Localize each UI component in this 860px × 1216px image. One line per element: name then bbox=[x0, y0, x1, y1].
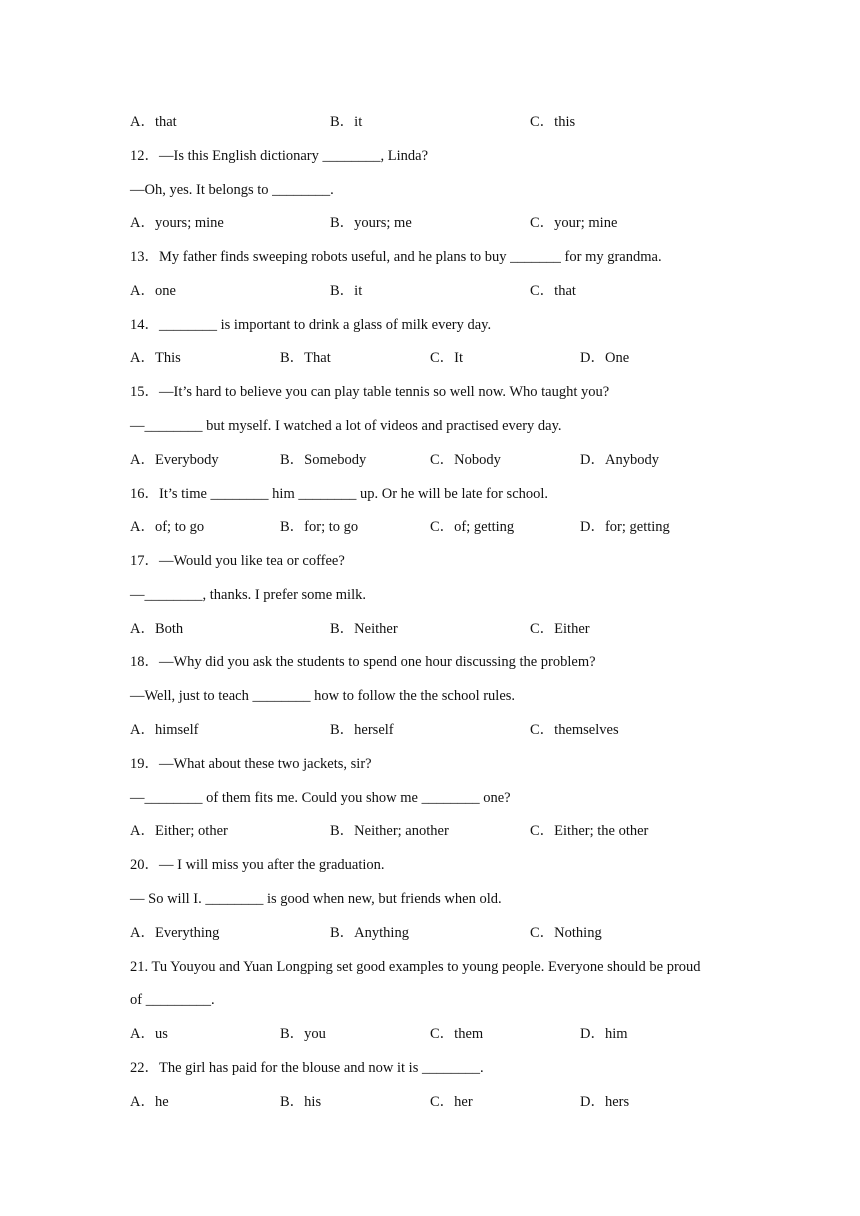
q11-option-a: A．that bbox=[130, 114, 177, 130]
q17-stem: 17．—Would you like tea or coffee? bbox=[130, 553, 345, 569]
q18-option-b: B．herself bbox=[330, 722, 394, 738]
q17-option-a: A．Both bbox=[130, 621, 184, 637]
q12-option-c: C．your; mine bbox=[530, 215, 618, 231]
q15-option-b: B．Somebody bbox=[280, 452, 367, 468]
q13-option-b: B．it bbox=[330, 283, 363, 299]
q16-option-a: A．of; to go bbox=[130, 519, 205, 535]
q20-response: — So will I. ________ is good when new, but friends when old. bbox=[130, 891, 502, 907]
q18-option-c: C．themselves bbox=[530, 722, 619, 738]
q13-option-c: C．that bbox=[530, 283, 576, 299]
q15-stem: 15．—It’s hard to believe you can play table tennis so well now. Who taught you? bbox=[130, 384, 610, 400]
q13-stem: 13．My father finds sweeping robots useful, and he plans to buy _______ for my grandma. bbox=[130, 249, 662, 265]
q14-stem: 14．________ is important to drink a glass of milk every day. bbox=[130, 317, 492, 333]
q17-option-b: B．Neither bbox=[330, 621, 398, 637]
q15-option-c: C．Nobody bbox=[430, 452, 501, 468]
q21-option-a: A．us bbox=[130, 1026, 168, 1042]
q12-option-b: B．yours; me bbox=[330, 215, 412, 231]
q14-option-c: C．It bbox=[430, 350, 464, 366]
q15-response: —________ but myself. I watched a lot of videos and practised every day. bbox=[130, 418, 562, 434]
q21-stem-continued: of _________. bbox=[130, 992, 215, 1008]
q11-option-b: B．it bbox=[330, 114, 363, 130]
q19-response: —________ of them fits me. Could you show me ________ one? bbox=[130, 790, 511, 806]
q19-option-c: C．Either; the other bbox=[530, 823, 649, 839]
q20-option-b: B．Anything bbox=[330, 925, 409, 941]
q20-option-c: C．Nothing bbox=[530, 925, 602, 941]
q17-response: —________, thanks. I prefer some milk. bbox=[130, 587, 366, 603]
q20-option-a: A．Everything bbox=[130, 925, 220, 941]
q16-option-d: D．for; getting bbox=[580, 519, 670, 535]
q19-stem: 19．—What about these two jackets, sir? bbox=[130, 756, 372, 772]
q21-stem: 21. Tu Youyou and Yuan Longping set good examples to young people. Everyone should be proud bbox=[130, 959, 701, 975]
q14-option-b: B．That bbox=[280, 350, 331, 366]
q19-option-a: A．Either; other bbox=[130, 823, 228, 839]
q22-option-a: A．he bbox=[130, 1094, 169, 1110]
q16-stem: 16．It’s time ________ him ________ up. Or he will be late for school. bbox=[130, 486, 549, 502]
q21-option-b: B．you bbox=[280, 1026, 326, 1042]
q18-option-a: A．himself bbox=[130, 722, 199, 738]
q21-option-c: C．them bbox=[430, 1026, 484, 1042]
q15-option-d: D．Anybody bbox=[580, 452, 659, 468]
q22-option-b: B．his bbox=[280, 1094, 322, 1110]
q13-option-a: A．one bbox=[130, 283, 176, 299]
q11-option-c: C．this bbox=[530, 114, 576, 130]
q14-option-a: A．This bbox=[130, 350, 181, 366]
q19-option-b: B．Neither; another bbox=[330, 823, 449, 839]
q20-stem: 20．— I will miss you after the graduation. bbox=[130, 857, 385, 873]
q22-option-d: D．hers bbox=[580, 1094, 630, 1110]
q12-option-a: A．yours; mine bbox=[130, 215, 224, 231]
q16-option-b: B．for; to go bbox=[280, 519, 359, 535]
q18-stem: 18．—Why did you ask the students to spend one hour discussing the problem? bbox=[130, 654, 596, 670]
q12-response: —Oh, yes. It belongs to ________. bbox=[130, 182, 334, 198]
q16-option-c: C．of; getting bbox=[430, 519, 515, 535]
q17-option-c: C．Either bbox=[530, 621, 590, 637]
q22-option-c: C．her bbox=[430, 1094, 473, 1110]
q21-option-d: D．him bbox=[580, 1026, 628, 1042]
q15-option-a: A．Everybody bbox=[130, 452, 219, 468]
q18-response: —Well, just to teach ________ how to follow the the school rules. bbox=[130, 688, 516, 704]
q22-stem: 22．The girl has paid for the blouse and now it is ________. bbox=[130, 1060, 484, 1076]
q14-option-d: D．One bbox=[580, 350, 630, 366]
q12-stem: 12．—Is this English dictionary ________, Linda? bbox=[130, 148, 429, 164]
